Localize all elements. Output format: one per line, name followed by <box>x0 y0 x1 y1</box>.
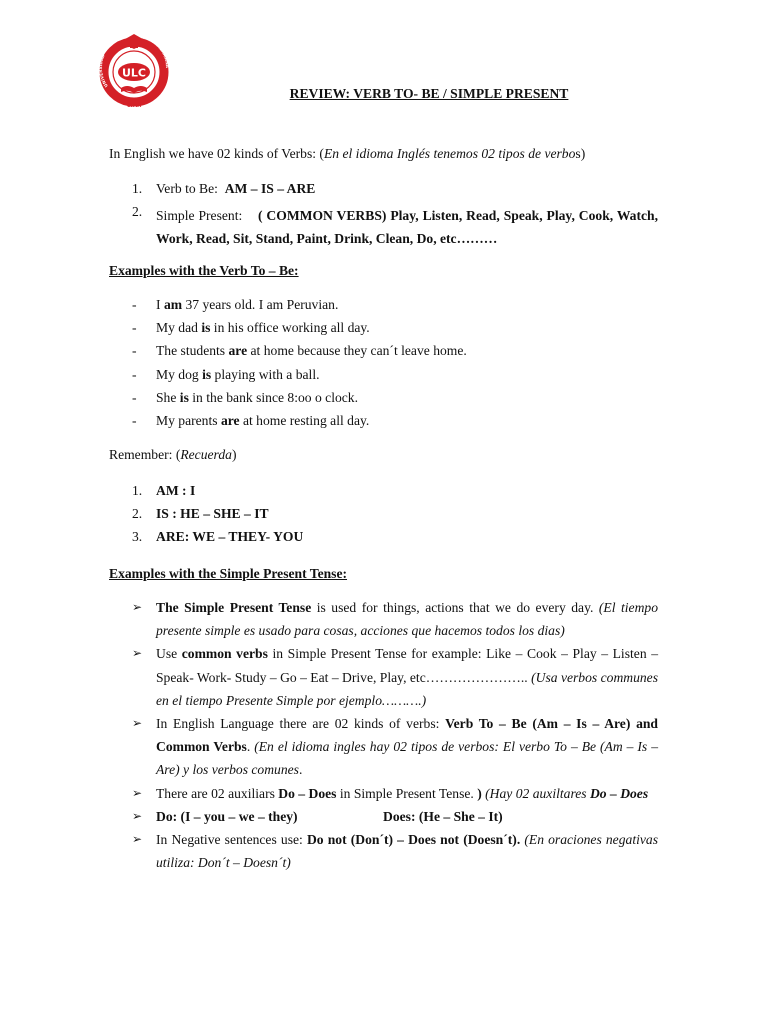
example-text: The students <box>156 343 229 359</box>
example-verb: is <box>202 366 212 382</box>
example-text: She <box>156 389 180 405</box>
list-number: 2. <box>132 204 143 220</box>
remember-end: ) <box>231 447 237 462</box>
dash-marker: - <box>132 297 137 312</box>
example-text: at home resting all day. <box>239 412 370 428</box>
bullet-bold: common verbs <box>181 646 268 662</box>
arrow-bullet-icon: ➢ <box>132 832 143 847</box>
does-auxiliar: Does: (He – She – It) <box>383 808 503 824</box>
list-item <box>132 343 467 366</box>
example-text: playing with a ball. <box>211 366 320 382</box>
verb-to-be-examples <box>132 297 467 436</box>
dash-marker: - <box>132 343 137 359</box>
list-item <box>132 483 303 506</box>
bullet-text: Use <box>156 646 182 662</box>
intro-paragraph <box>109 146 585 162</box>
verb-kinds-list <box>132 181 658 251</box>
list-item-bold: ( COMMON VERBS) Play, Listen, Read, Speak, Play, Cook, Watch, Work, Read, Sit, Stand, Paint, Drink, Clean, Do, etc……… <box>156 208 658 247</box>
list-item <box>132 390 467 413</box>
pronoun-rule: IS : HE – SHE – IT <box>156 506 269 522</box>
logo-ring-text-left: UNIVERSIDAD <box>97 53 109 89</box>
example-text: 37 years old. I am Peruvian. <box>182 297 339 312</box>
bullet-bold: Do – Does <box>278 785 337 801</box>
example-text: My parents <box>156 412 221 428</box>
simple-present-list <box>132 596 658 874</box>
list-item <box>132 413 467 436</box>
bullet-bold: ) <box>477 785 482 801</box>
example-verb: is <box>179 389 189 405</box>
example-verb: am <box>163 297 183 312</box>
example-verb: is <box>201 320 211 336</box>
bullet-italic: (Hay 02 auxiltares <box>481 785 590 801</box>
remember-label <box>109 447 236 463</box>
bullet-text: . <box>298 762 303 778</box>
example-text: I <box>156 297 164 312</box>
list-item <box>132 204 658 250</box>
list-item <box>132 712 658 782</box>
list-item <box>132 828 658 874</box>
list-item <box>132 506 303 529</box>
logo-ring-text-right: LATINOAMERICANA <box>137 33 171 69</box>
pronoun-list <box>132 483 303 553</box>
list-item <box>132 181 658 204</box>
example-text: in his office working all day. <box>210 320 370 336</box>
dash-marker: - <box>132 320 137 336</box>
bullet-italic: (El tiempo presente simple es usado para cosas, acciones que hacemos todos los dias) <box>156 600 658 639</box>
pronoun-rule: ARE: WE – THEY- YOU <box>156 529 304 545</box>
example-text: My dog <box>156 366 203 382</box>
bullet-text: is used for things, actions that we do every day. <box>311 600 599 615</box>
do-auxiliar: Do: (I – you – we – they) <box>156 808 298 824</box>
example-verb: are <box>228 343 248 359</box>
list-number: 2. <box>132 506 143 522</box>
pronoun-rule: AM : I <box>156 483 196 498</box>
arrow-bullet-icon: ➢ <box>132 808 143 823</box>
bullet-text: in Simple Present Tense for example: Like – Cook – Play – Listen – Speak- Work- Study – Go – Eat – Drive, Play, etc………………….. <box>156 646 659 685</box>
remember-text: Remember: ( <box>109 447 181 462</box>
page-title: REVIEW: VERB TO- BE / SIMPLE PRESENT <box>289 86 569 101</box>
logo-ring-text-bottom: CIMA <box>126 103 142 108</box>
dash-marker: - <box>132 366 137 382</box>
bullet-bold-italic: Do – Does <box>589 785 649 801</box>
intro-text: In English we have 02 kinds of Verbs: ( <box>109 146 324 161</box>
example-text: My dad <box>156 320 202 336</box>
bullet-italic: (En el idioma ingles hay 02 tipos de verbos: El verbo To – Be (Am – Is – Are) y los verbos comunes <box>156 739 658 778</box>
bullet-italic: (En oraciones negativas utiliza: Don´t – Doesn´t) <box>156 832 658 871</box>
list-item <box>132 529 303 552</box>
example-text: at home because they can´t leave home. <box>247 343 467 359</box>
bullet-bold: The Simple Present Tense <box>156 600 312 615</box>
arrow-bullet-icon: ➢ <box>132 600 143 614</box>
bullet-text: in Simple Present Tense. <box>336 785 478 801</box>
heading-verb-to-be: Examples with the Verb To – Be: <box>109 263 299 278</box>
arrow-bullet-icon: ➢ <box>132 646 143 661</box>
heading-simple-present: Examples with the Simple Present Tense: <box>109 566 348 581</box>
logo-name: ULC <box>121 66 147 80</box>
remember-italic: Recuerda <box>180 447 232 462</box>
bullet-text: . <box>246 739 255 755</box>
list-item-bold: AM – IS – ARE <box>224 181 316 196</box>
list-number: 1. <box>132 181 143 196</box>
bullet-bold: Verb To – Be (Am – Is – Are) and Common Verbs <box>156 716 658 755</box>
list-item <box>132 297 467 320</box>
dash-marker: - <box>132 412 137 428</box>
bullet-italic: (Usa verbos communes en el tiempo Presente Simple por ejemplo……….) <box>156 669 658 708</box>
bullet-text: There are 02 auxiliars <box>156 785 279 801</box>
dash-marker: - <box>132 389 137 405</box>
list-item <box>132 782 658 805</box>
list-item <box>132 367 467 390</box>
list-item-label: Simple Present: <box>156 208 243 224</box>
arrow-bullet-icon: ➢ <box>132 716 143 731</box>
list-item <box>132 642 658 712</box>
bullet-bold: Do not (Don´t) – Does not (Doesn´t). <box>306 832 521 848</box>
list-number: 3. <box>132 529 143 545</box>
example-verb: are <box>220 412 240 428</box>
list-item-label: Verb to Be: <box>156 181 218 196</box>
bullet-text: In Negative sentences use: <box>156 832 307 848</box>
intro-italic: En el idioma Inglés tenemos 02 tipos de verbo <box>323 146 576 161</box>
list-number: 1. <box>132 483 143 498</box>
arrow-bullet-icon: ➢ <box>132 785 143 800</box>
list-item <box>132 805 658 828</box>
bullet-text: In English Language there are 02 kinds of verbs: <box>156 716 446 732</box>
intro-end: s) <box>575 146 586 161</box>
list-item <box>132 320 467 343</box>
list-item <box>132 596 658 642</box>
example-text: in the bank since 8:oo o clock. <box>188 389 359 405</box>
